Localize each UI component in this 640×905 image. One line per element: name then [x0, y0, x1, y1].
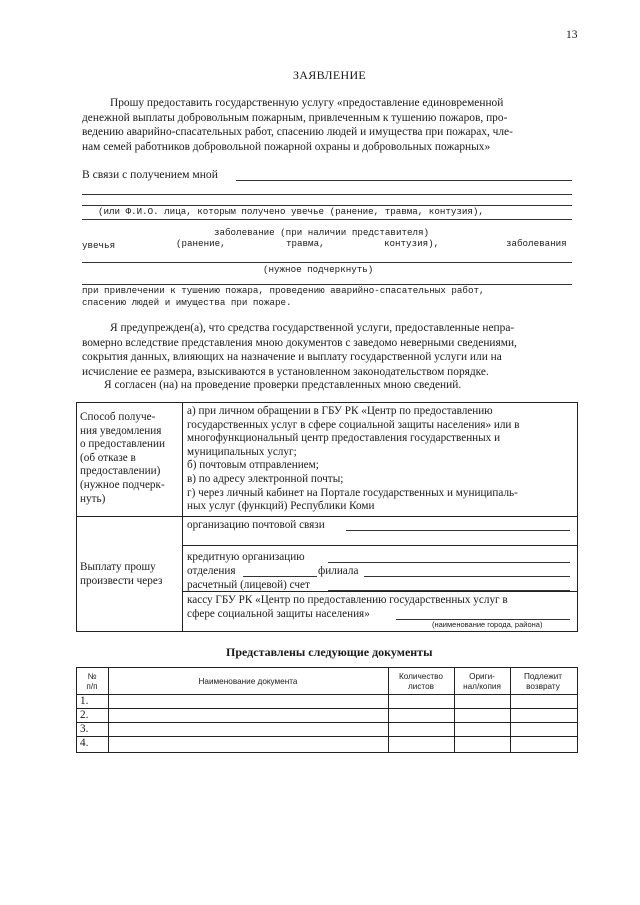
payment-credit-field[interactable]	[328, 562, 570, 563]
choice-contusion: контузия),	[384, 238, 440, 249]
payment-post[interactable]: организацию почтовой связи	[187, 519, 325, 531]
hint-fio: (или Ф.И.О. лица, которым получено увечье (ранение, травма, контузия),	[98, 206, 484, 217]
warning-line: Я предупрежден(а), что средства государственной услуги, предоставленные непра-	[110, 322, 515, 334]
docs-row-num: 4.	[80, 737, 89, 749]
consent-text: Я согласен (на) на проведение проверки представленных мною сведений.	[104, 379, 462, 391]
payment-branch2-field[interactable]	[364, 576, 570, 577]
notify-option-personal[interactable]: а) при личном обращении в ГБУ РК «Центр по предоставлению	[187, 405, 493, 417]
payment-credit[interactable]: кредитную организацию	[187, 551, 305, 563]
payment-cash-2: сфере социальной защиты населения»	[187, 608, 370, 620]
intro-line: нам семей работников добровольной пожарной охраны и добровольных пожарных»	[82, 140, 491, 153]
payment-account: расчетный (лицевой) счет	[187, 579, 310, 591]
docs-row-line	[76, 722, 577, 723]
payment-cash[interactable]: кассу ГБУ РК «Центр по предоставлению государственных услуг в	[187, 594, 508, 606]
intro-line: ведению аварийно-спасательных работ, спасению людей и имущества при пожарах, чле-	[82, 126, 513, 139]
payment-label: Выплату прошу произвести через	[80, 561, 163, 587]
choice-wound: (ранение,	[176, 238, 226, 249]
table-row-divider	[76, 516, 577, 517]
intro-paragraph	[82, 96, 574, 154]
reason-name-field-2[interactable]	[82, 194, 572, 195]
notify-options: а) при личном обращении в ГБУ РК «Центр по предоставлению государственных услуг в сфере социальной защиты населения» или в многофункциональный центр предоставления государственных и муниципальных услуг; б) почтовым отправлением; в) по адресу электронной почты; г) через личный кабинет на Портале государственных и муниципаль- ных услуг (функций) Республики Коми	[187, 405, 520, 513]
payment-branch-field[interactable]	[243, 576, 317, 577]
payment-divider-2	[182, 591, 577, 592]
choice-injury: увечья	[82, 240, 116, 251]
intro-line: денежной выплаты добровольным пожарным, привлеченным к тушению пожаров, про-	[82, 111, 508, 124]
docs-row-num: 3.	[80, 723, 89, 735]
document-title: ЗАЯВЛЕНИЕ	[293, 68, 367, 82]
warning-line: сокрытия данных, влияющих на назначение и выплату государственной услуги или на	[82, 351, 502, 364]
hint-illness: заболевание (при наличии представителя)	[214, 227, 430, 238]
warning-line: исчисление ее размера, взыскиваются в установленном законодательством порядке.	[82, 365, 489, 378]
notify-option-post[interactable]: б) почтовым отправлением;	[187, 459, 319, 472]
docs-row-line	[76, 736, 577, 737]
notify-option-email[interactable]: в) по адресу электронной почты;	[187, 472, 344, 485]
payment-cash-hint: (наименование города, района)	[432, 620, 543, 629]
payment-branch2: филиала	[318, 565, 359, 577]
hint-line[interactable]	[82, 219, 572, 220]
choice-line[interactable]	[82, 262, 572, 263]
underline-hint: (нужное подчеркнуть)	[263, 264, 374, 275]
docs-title: Представлены следующие документы	[226, 645, 433, 659]
involvement-text: спасению людей и имущества при пожаре.	[82, 297, 292, 308]
payment-branch: отделения	[187, 565, 236, 577]
docs-row-line	[76, 708, 577, 709]
docs-row-num: 2.	[80, 709, 89, 721]
page-number: 13	[566, 28, 578, 41]
docs-header-num: № п/п	[86, 672, 98, 691]
docs-row-line	[76, 694, 577, 695]
docs-header-count: Количество листов	[399, 672, 443, 691]
docs-header-name: Наименование документа	[198, 677, 298, 686]
reason-name-field[interactable]	[236, 180, 572, 181]
warning-paragraph	[82, 321, 574, 379]
docs-row-num: 1.	[80, 695, 89, 707]
reason-label: В связи с получением мной	[82, 168, 218, 181]
docs-header-return: Подлежит возврату	[523, 672, 563, 691]
notify-label: Способ получе- ния уведомления о предоставлении (об отказе в предоставлении) (нужное подчерк- нуть)	[80, 411, 165, 505]
docs-header-orig: Ориги- нал/копия	[463, 672, 501, 691]
payment-post-field[interactable]	[346, 530, 570, 531]
involvement-text: при привлечении к тушению пожара, проведению аварийно-спасательных работ,	[82, 285, 485, 296]
choice-disease: заболевания	[506, 238, 567, 249]
payment-divider	[182, 545, 577, 546]
choice-trauma: травма,	[286, 238, 325, 249]
intro-line: Прошу предоставить государственную услугу «предоставление единовременной	[110, 97, 504, 109]
warning-line: вомерно вследствие представления мною документов с заведомо неверными сведениями,	[82, 336, 517, 349]
notify-option-portal[interactable]: г) через личный кабинет на Портале государственных и муниципаль-	[187, 486, 518, 499]
